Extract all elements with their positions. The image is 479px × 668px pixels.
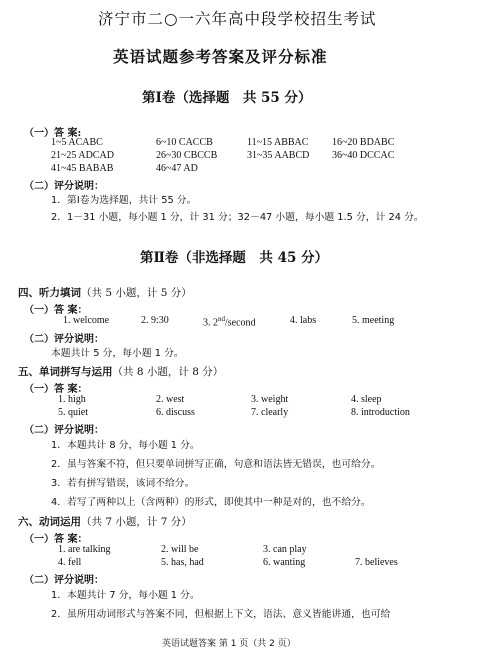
section6-title: 六、动词运用（共 7 小题，计 7 分） xyxy=(18,516,192,528)
section5-notes-label: （二）评分说明： xyxy=(24,425,104,436)
exam-title: 济宁市二○一六年高中段学校招生考试 xyxy=(98,10,377,28)
answer-item: 7. believes xyxy=(355,557,398,568)
answer-item: 1. are talking xyxy=(58,544,111,555)
answer-range: 21~25 ADCAD xyxy=(51,150,114,161)
answer-item: 1. welcome xyxy=(63,315,110,326)
section5-answers-label: （一）答 案： xyxy=(24,384,88,395)
answer-item: 6. wanting xyxy=(263,557,306,568)
scoring-note: 1．本题共计 8 分，每小题 1 分。 xyxy=(51,440,200,451)
answer-range: 1~5 ACABC xyxy=(51,137,103,148)
section4-title: 四、听力填词（共 5 小题，计 5 分） xyxy=(18,287,192,299)
answer-item: 2. west xyxy=(156,394,185,405)
part1-answers-label: （一）答 案: xyxy=(24,128,82,139)
scoring-note: 1．本题共计 7 分，每小题 1 分。 xyxy=(51,590,200,601)
answer-item: 5. meeting xyxy=(352,315,395,326)
part2-title: 第Ⅱ卷（非选择题 共 45 分） xyxy=(140,250,329,266)
answer-range: 46~47 AD xyxy=(156,163,198,174)
answer-range: 41~45 BABAB xyxy=(51,163,114,174)
scoring-note: 2．虽所用动词形式与答案不同，但根据上下文，语法、意义皆能讲通，也可给 xyxy=(51,609,391,620)
answer-item: 8. introduction xyxy=(351,407,410,418)
answer-item: 4. sleep xyxy=(351,394,382,405)
answer-item: 5. has, had xyxy=(161,557,204,568)
answer-range: 31~35 AABCD xyxy=(247,150,310,161)
section6-notes-label: （二）评分说明： xyxy=(24,575,104,586)
page-footer: 英语试题答案 第 1 页（共 2 页） xyxy=(162,639,296,649)
answer-item: 3. weight xyxy=(251,394,289,405)
scoring-note: 本题共计 5 分，每小题 1 分。 xyxy=(51,348,184,359)
scoring-note: 3．若有拼写错误，该词不给分。 xyxy=(51,478,195,489)
part1-title: 第Ⅰ卷（选择题 共 55 分） xyxy=(142,90,312,106)
answer-item: 2. 9:30 xyxy=(141,315,169,326)
answer-range: 36~40 DCCAC xyxy=(332,150,395,161)
answer-item: 3. can play xyxy=(263,544,307,555)
section5-title: 五、单词拼写与运用（共 8 小题，计 8 分） xyxy=(18,366,224,378)
section4-answers-label: （一）答 案： xyxy=(24,305,88,316)
answer-item: 4. labs xyxy=(290,315,317,326)
answer-range: 6~10 CACCB xyxy=(156,137,213,148)
answer-key-title: 英语试题参考答案及评分标准 xyxy=(113,47,328,66)
answer-item: 6. discuss xyxy=(156,407,195,418)
section4-notes-label: （二）评分说明： xyxy=(24,334,104,345)
answer-item: 1. high xyxy=(58,394,86,405)
scoring-note: 1．第Ⅰ卷为选择题，共计 55 分。 xyxy=(51,195,197,206)
scoring-note: 2．虽与答案不符，但只要单词拼写正确，句意和语法皆无错误，也可给分。 xyxy=(51,459,381,470)
scoring-note: 2．1－31 小题，每小题 1 分，计 31 分；32－47 小题，每小题 1.5 分，计 24 分。 xyxy=(51,212,424,223)
answer-item: 3. 2nd/second xyxy=(203,315,256,329)
answer-range: 16~20 BDABC xyxy=(332,137,395,148)
answer-item: 5. quiet xyxy=(58,407,88,418)
part1-notes-label: （二）评分说明： xyxy=(24,181,104,192)
answer-item: 4. fell xyxy=(58,557,82,568)
answer-item: 7. clearly xyxy=(251,407,289,418)
answer-item: 2. will be xyxy=(161,544,199,555)
section6-answers-label: （一）答 案： xyxy=(24,534,88,545)
answer-range: 26~30 CBCCB xyxy=(156,150,218,161)
answer-range: 11~15 ABBAC xyxy=(247,137,309,148)
scoring-note: 4．若写了两种以上（含两种）的形式，即使其中一种是对的，也不给分。 xyxy=(51,497,371,508)
